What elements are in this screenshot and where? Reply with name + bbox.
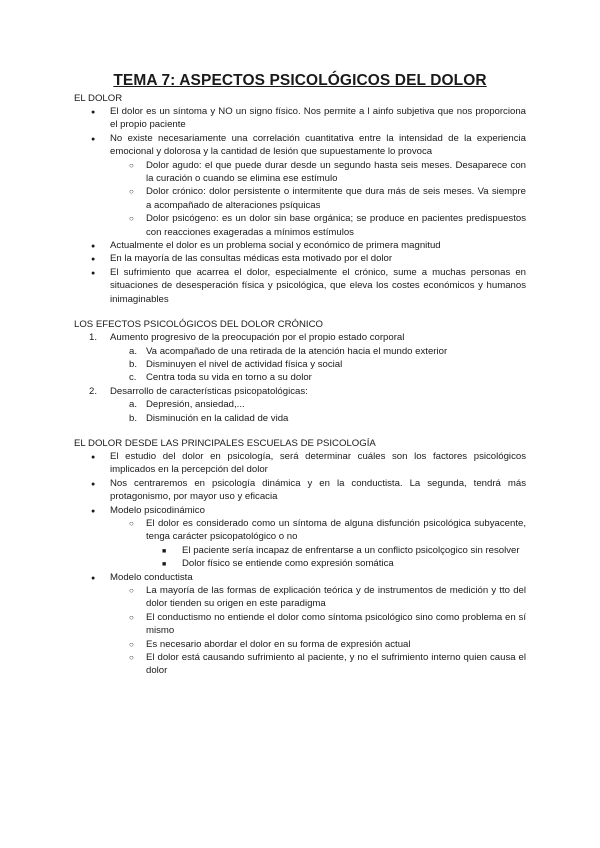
bullet-icon bbox=[91, 266, 95, 280]
list-item-text: El sufrimiento que acarrea el dolor, especialmente el crónico, sume a muchas personas en situaciones de desesperación física y psicológica, que eleva los costes económicos y humanos inimaginables bbox=[110, 266, 526, 305]
list-item-text: Dolor crónico: dolor persistente o intermitente que dura más de seis meses. Va siempre a acompañado de alteraciones psíquicas bbox=[146, 186, 526, 211]
list-item-text: El dolor es un síntoma y NO un signo físico. Nos permite a l ainfo subjetiva que nos proporciona el propio paciente bbox=[110, 106, 526, 131]
list-item bbox=[74, 557, 526, 570]
list-item-text: Disminuyen el nivel de actividad física y social bbox=[146, 358, 343, 370]
list-item bbox=[74, 371, 526, 384]
list-item-text: Depresión, ansiedad,... bbox=[146, 399, 245, 411]
list-item bbox=[74, 252, 526, 265]
list-item-text: Es necesario abordar el dolor en su forma de expresión actual bbox=[146, 638, 411, 650]
list-item bbox=[74, 132, 526, 159]
list-item-text: El estudio del dolor en psicología, será determinar cuáles son los factores psicológicos implicados en la percepción del dolor bbox=[110, 450, 526, 476]
list-item-text: Disminución en la calidad de vida bbox=[146, 412, 289, 424]
list-item bbox=[74, 185, 526, 212]
list-item bbox=[74, 385, 526, 398]
bullet-list bbox=[74, 450, 526, 678]
list-item-text: Centra toda su vida en torno a su dolor bbox=[146, 372, 312, 384]
list-item bbox=[74, 239, 526, 252]
list-item bbox=[74, 477, 526, 504]
circle-bullet-icon bbox=[129, 611, 134, 624]
list-letter: c. bbox=[129, 372, 137, 384]
list-item bbox=[74, 584, 526, 611]
bullet-icon bbox=[91, 239, 95, 253]
circle-bullet-icon bbox=[129, 185, 134, 198]
list-item bbox=[74, 345, 526, 358]
list-item bbox=[74, 517, 526, 544]
circle-bullet-icon bbox=[129, 638, 134, 651]
list-item-text: Dolor agudo: el que puede durar desde un segundo hasta seis meses. Desaparece con la curación o cuando se elimina ese estímulo bbox=[146, 159, 526, 185]
list-item-text: Aumento progresivo de la preocupación por el propio estado corporal bbox=[110, 332, 405, 344]
square-bullet-icon bbox=[162, 544, 166, 558]
list-number: 2. bbox=[89, 385, 98, 397]
list-item-text: Modelo conductista bbox=[110, 571, 193, 583]
list-item bbox=[74, 412, 526, 425]
bullet-icon bbox=[91, 105, 95, 119]
list-item-text: El paciente sería incapaz de enfrentarse a un conflicto psicolçogico sin resolver bbox=[182, 544, 520, 556]
page-title: TEMA 7: ASPECTOS PSICOLÓGICOS DEL DOLOR bbox=[113, 72, 487, 89]
bullet-icon bbox=[91, 571, 95, 585]
list-item bbox=[74, 450, 526, 477]
list-number: 1. bbox=[89, 332, 98, 344]
bullet-icon bbox=[91, 450, 95, 464]
list-item-text: El dolor está causando sufrimiento al paciente, y no el sufrimiento interno quien causa el dolor bbox=[146, 652, 526, 677]
circle-bullet-icon bbox=[129, 517, 134, 530]
list-item-text: Modelo psicodinámico bbox=[110, 504, 205, 516]
list-item-text: Dolor psicógeno: es un dolor sin base orgánica; se produce en pacientes predispuestos con reacciones exageradas a mínimos estímulos bbox=[146, 213, 526, 238]
list-item bbox=[74, 212, 526, 239]
circle-bullet-icon bbox=[129, 584, 134, 597]
section-heading: LOS EFECTOS PSICOLÓGICOS DEL DOLOR CRÓNICO bbox=[74, 319, 323, 331]
list-item-text: La mayoría de las formas de explicación teórica y de instrumentos de medición y tto del dolor tienden su origen en este paradigma bbox=[146, 585, 526, 610]
list-item-text: El dolor es considerado como un síntoma de alguna disfunción psicológica subyacente, tenga carácter psicopatológico o no bbox=[146, 517, 526, 543]
list-item-text: En la mayoría de las consultas médicas esta motivado por el dolor bbox=[110, 253, 393, 265]
section-heading: EL DOLOR bbox=[74, 93, 123, 104]
list-item bbox=[74, 266, 526, 306]
list-item-text: El conductismo no entiende el dolor como síntoma psicológico sino como problema en sí mismo bbox=[146, 611, 526, 637]
bullet-icon bbox=[91, 504, 95, 518]
list-item-text: Desarrollo de características psicopatológicas: bbox=[110, 385, 308, 397]
square-bullet-icon bbox=[162, 557, 166, 571]
list-item bbox=[74, 611, 526, 638]
list-item bbox=[74, 651, 526, 678]
list-letter: a. bbox=[129, 399, 138, 411]
list-item-text: Va acompañado de una retirada de la atención hacia el mundo exterior bbox=[146, 345, 448, 357]
bullet-icon bbox=[91, 132, 95, 146]
section-heading: EL DOLOR DESDE LAS PRINCIPALES ESCUELAS DE PSICOLOGÍA bbox=[74, 437, 376, 449]
list-item bbox=[74, 105, 526, 132]
circle-bullet-icon bbox=[129, 212, 134, 225]
bullet-icon bbox=[91, 252, 95, 266]
bullet-icon bbox=[91, 477, 95, 491]
section-escuelas-psicologia bbox=[74, 437, 526, 678]
section-efectos-psicologicos bbox=[74, 318, 526, 425]
section-el-dolor bbox=[74, 92, 526, 306]
circle-bullet-icon bbox=[129, 651, 134, 664]
list-item bbox=[74, 331, 526, 344]
list-item bbox=[74, 504, 526, 517]
circle-bullet-icon bbox=[129, 159, 134, 172]
numbered-list bbox=[74, 331, 526, 425]
list-item bbox=[74, 159, 526, 186]
list-item bbox=[74, 571, 526, 584]
list-letter: a. bbox=[129, 345, 138, 357]
list-item bbox=[74, 398, 526, 411]
bullet-list bbox=[74, 105, 526, 306]
list-item-text: No existe necesariamente una correlación cuantitativa entre la intensidad de la experiencia emocional y dolorosa y la cantidad de lesión que supuestamente lo provoca bbox=[110, 132, 526, 158]
list-item bbox=[74, 638, 526, 651]
list-item-text: Dolor físico se entiende como expresión somática bbox=[182, 558, 394, 570]
list-item-text: Nos centraremos en psicología dinámica y en la conductista. La segunda, tendrá más protagonismo, por mayor uso y eficacia bbox=[110, 477, 526, 503]
list-letter: b. bbox=[129, 358, 138, 370]
list-letter: b. bbox=[129, 412, 138, 424]
list-item-text: Actualmente el dolor es un problema social y económico de primera magnitud bbox=[110, 240, 441, 252]
list-item bbox=[74, 358, 526, 371]
list-item bbox=[74, 544, 526, 557]
